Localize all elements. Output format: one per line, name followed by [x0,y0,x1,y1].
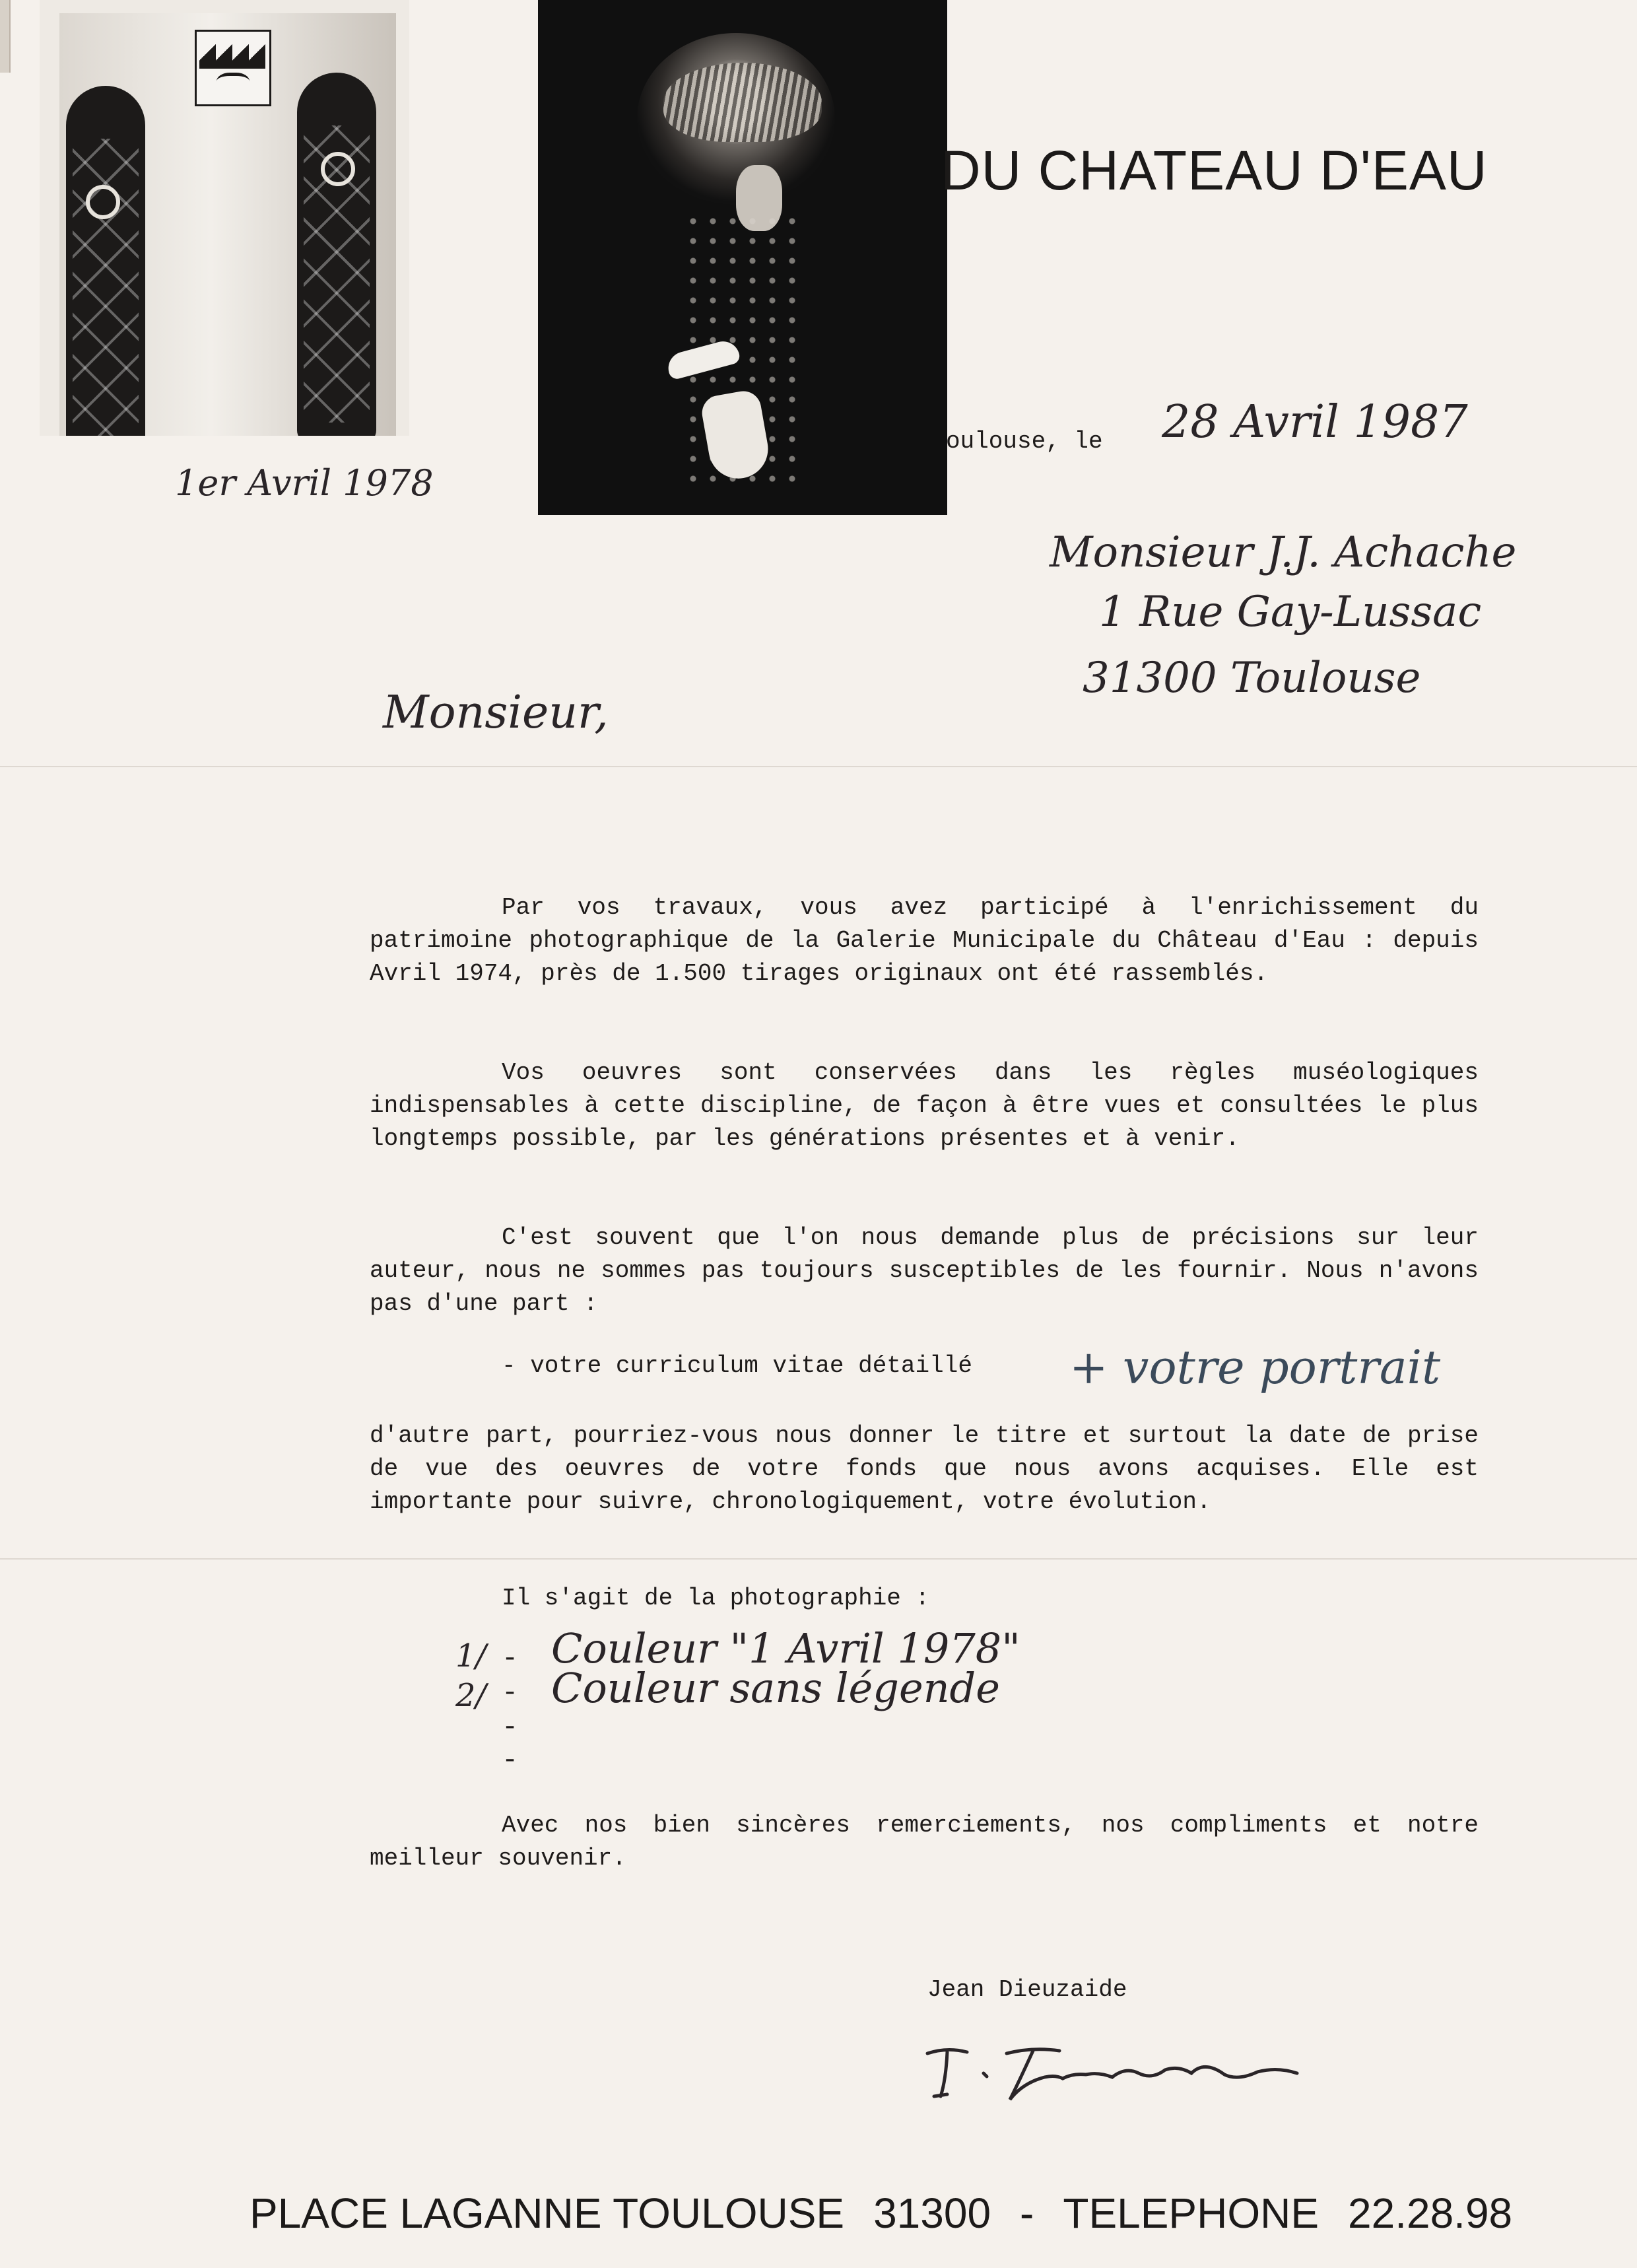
footer-address [250,2189,1512,2238]
staple-mark [0,0,11,73]
footer-phone-label: TELEPHONE [1063,2189,1319,2237]
photo-intro: Il s'agit de la photographie : [502,1585,930,1612]
list-number: 1/ [455,1637,486,1674]
cv-line: - votre curriculum vitae détaillé [502,1352,972,1379]
list-number: 2/ [455,1677,486,1714]
fold-line [0,766,1637,767]
photo-caption: 1er Avril 1978 [175,462,434,504]
list-dash: - [502,1643,519,1674]
footer-separator: - [1020,2189,1034,2237]
pasted-photo-mummies [40,0,409,436]
paragraph-1: Par vos travaux, vous avez participé à l'enrichissement du patrimoine photographique de la Galerie Municipale du Château d'Eau : depuis Avril 1974, près de 1.500 tirages originaux ont été rassemblés. [370,894,1479,987]
pasted-photo-hat-figure [538,0,947,515]
handwritten-signature [921,2034,1317,2106]
closing-paragraph: Avec nos bien sincères remerciements, nos compliments et notre meilleur souvenir. [370,1812,1479,1872]
salutation: Monsieur, [383,687,609,739]
footer-street: PLACE LAGANNE TOULOUSE [250,2189,845,2237]
paragraph-4: d'autre part, pourriez-vous nous donner le titre et surtout la date de prise de vue des oeuvres de votre fonds que nous avons acquises. Elle est importante pour suivre, chronologiquement, votre évolution. [370,1422,1479,1515]
footer-postcode: 31300 [873,2189,991,2237]
paragraph-2: Vos oeuvres sont conservées dans les règles muséologiques indispensables à cette discipline, de façon à être vues et consultées le plus longtemps possible, par les générations présentes et à venir. [370,1059,1479,1152]
recipient-line-3: 31300 Toulouse [1083,654,1421,703]
handwritten-date: 28 Avril 1987 [1162,396,1468,448]
list-dash: - [502,1711,519,1743]
recipient-line-1: Monsieur J.J. Achache [1050,528,1517,577]
handwritten-portrait-note: + votre portrait [1069,1340,1441,1394]
fold-line [0,1558,1637,1560]
paragraph-3: C'est souvent que l'on nous demande plus de précisions sur leur auteur, nous ne sommes pas toujours susceptibles de les fournir. Nous n'avons pas d'une part : [370,1224,1479,1317]
list-dash: - [502,1677,519,1709]
footer-phone: 22.28.98 [1348,2189,1513,2237]
place-date-prefix: oulouse, le [946,428,1103,455]
letterhead-title: DU CHATEAU D'EAU [941,139,1488,201]
signatory-name: Jean Dieuzaide [927,1976,1127,2003]
recipient-line-2: 1 Rue Gay-Lussac [1099,588,1482,636]
crowned-face [195,30,271,106]
list-item-text: Couleur sans légende [551,1664,1000,1712]
list-item-text: Couleur "1 Avril 1978" [551,1624,1020,1672]
list-dash: - [502,1744,519,1776]
